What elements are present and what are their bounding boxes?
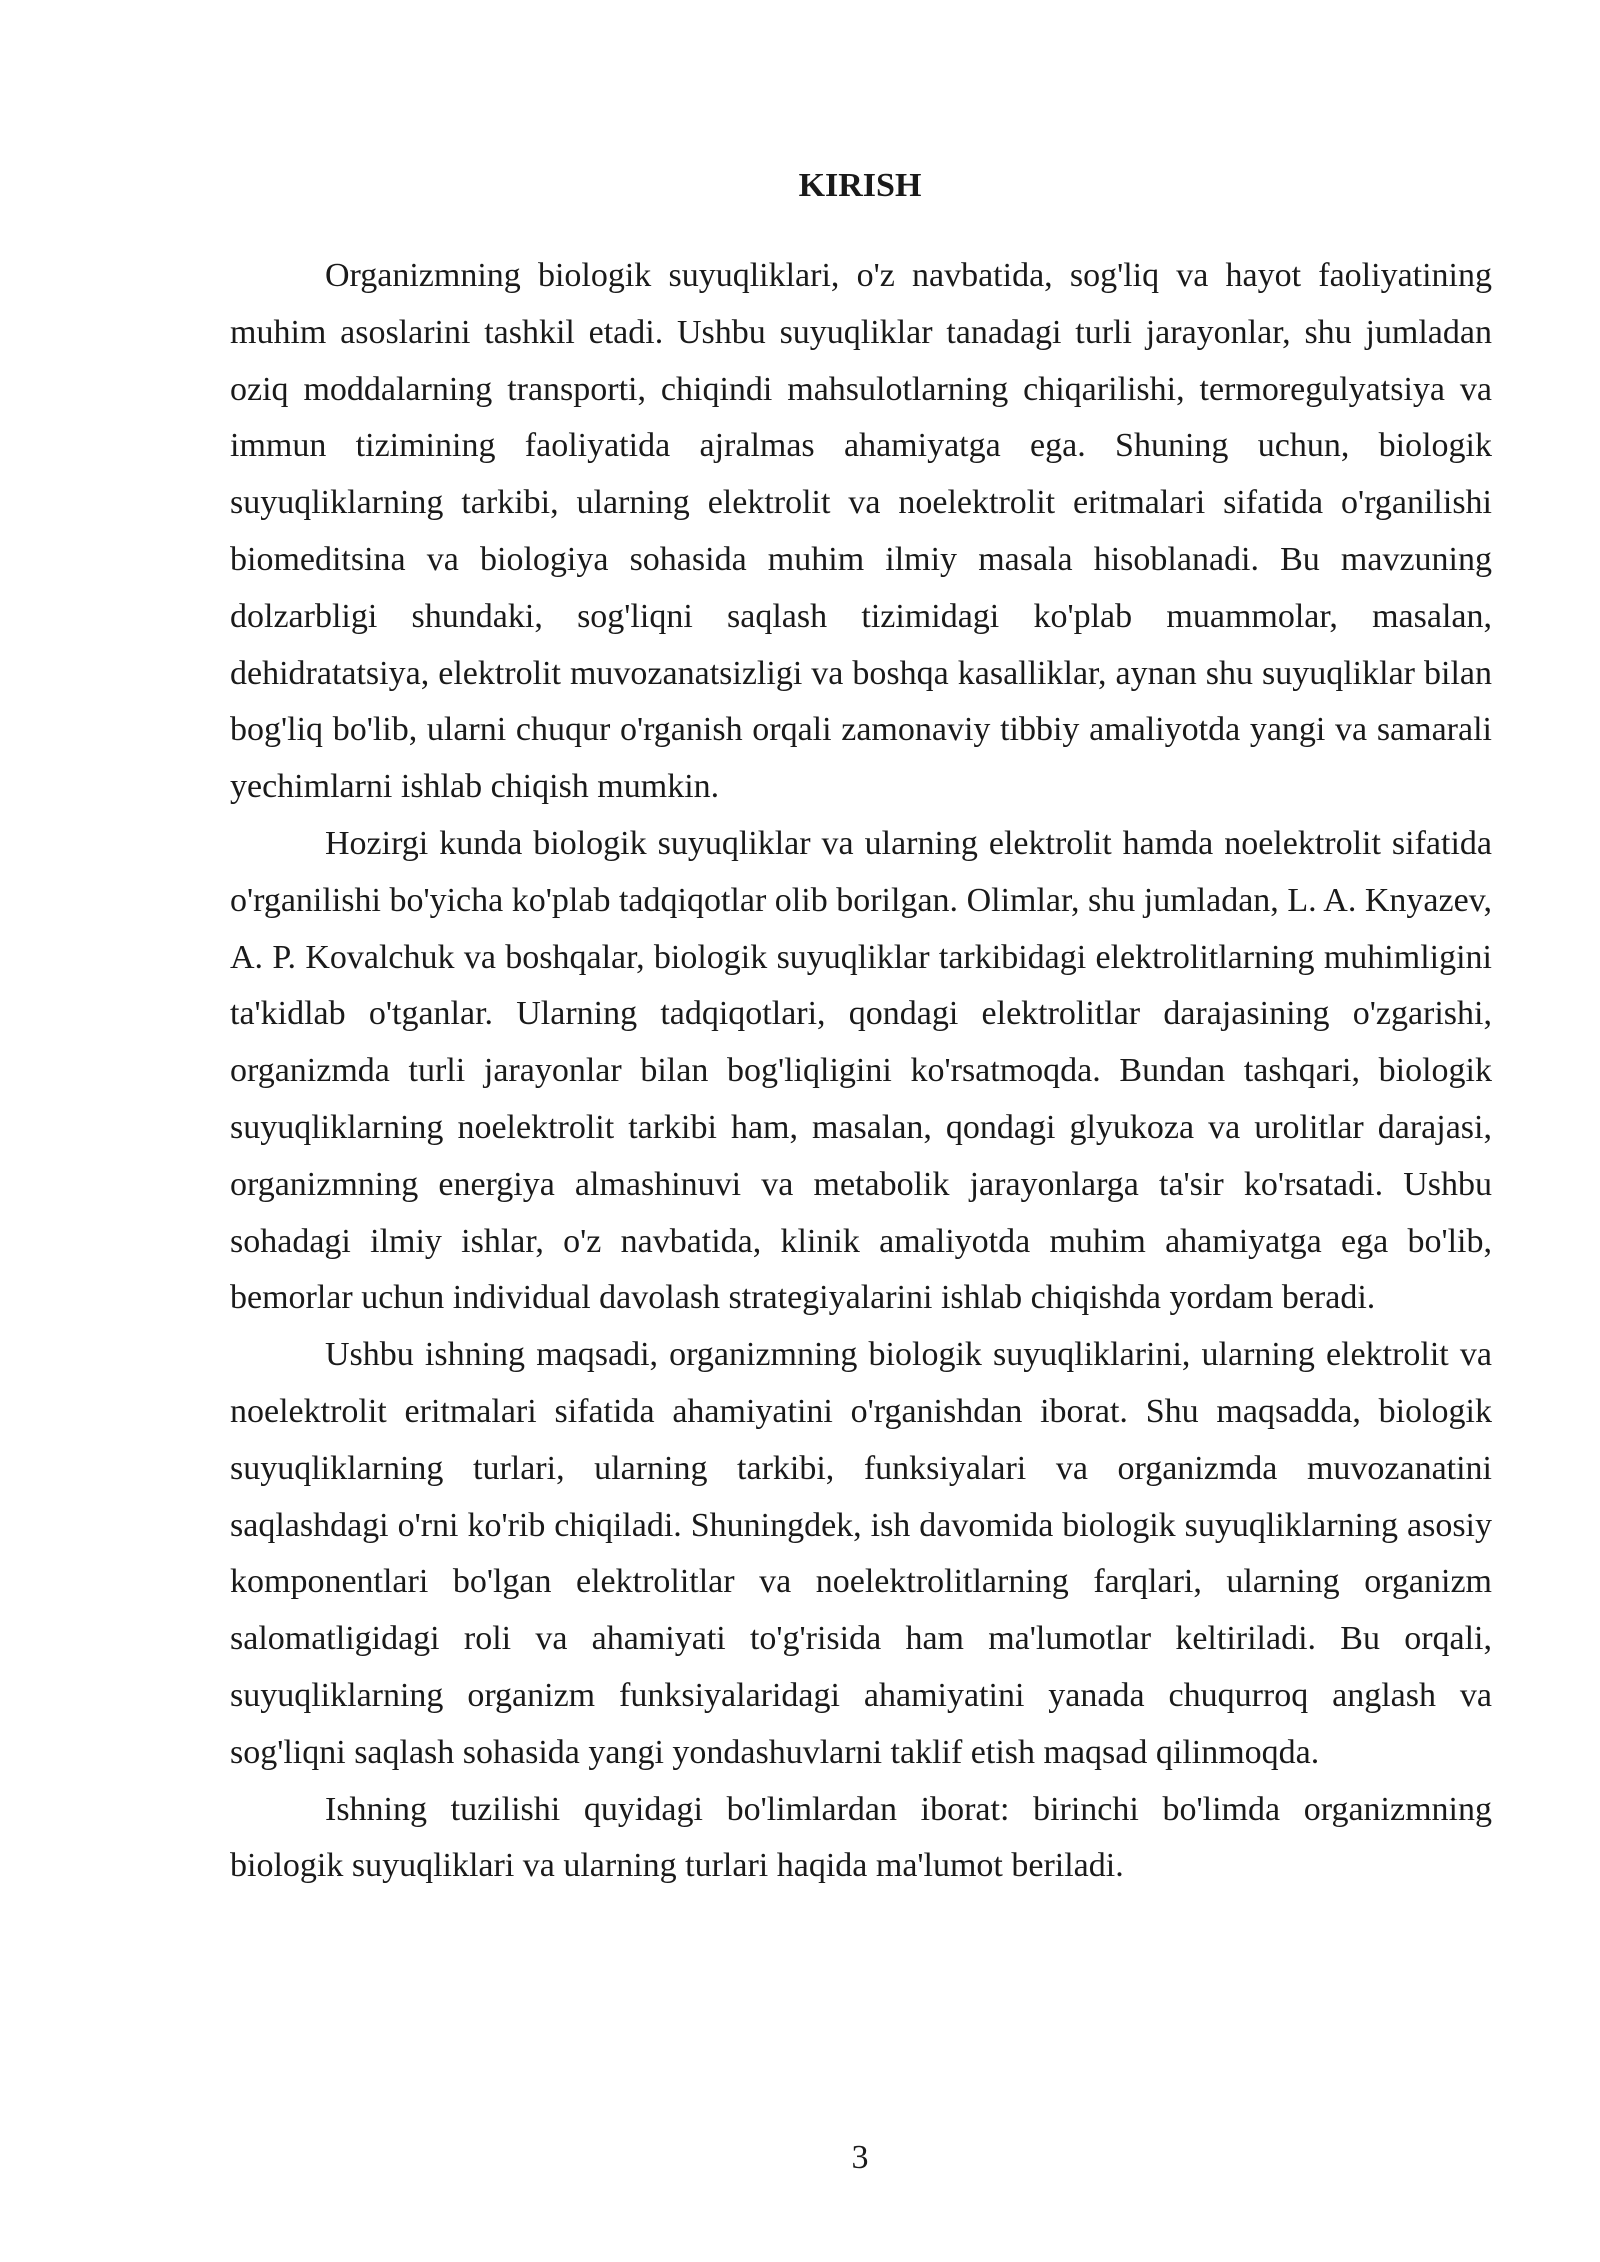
paragraph-3: Ushbu ishning maqsadi, organizmning biologik suyuqliklarini, ularning elektrolit va noelektrolit eritmalari sifatida ahamiyatini o'rganishdan iborat. Shu maqsadda, biologik suyuqliklarning turlari, ularning tarkibi, funksiyalari va organizmda muvozanatini saqlashdagi o'rni ko'rib chiqiladi. Shuningdek, ish davomida biologik suyuqliklarning asosiy komponentlari bo'lgan elektrolitlar va noelektrolitlarning farqlari, ularning organizm salomatligidagi roli va ahamiyati to'g'risida ham ma'lumotlar keltiriladi. Bu orqali, suyuqliklarning organizm funksiyalaridagi ahamiyatini yanada chuqurroq anglash va sog'liqni saqlash sohasida yangi yondashuvlarni taklif etish maqsad qilinmoqda. [230, 1336, 1492, 1771]
section-heading: KIRISH [798, 167, 922, 204]
paragraph-2: Hozirgi kunda biologik suyuqliklar va ularning elektrolit hamda noelektrolit sifatida o'rganilishi bo'yicha ko'plab tadqiqotlar olib borilgan. Olimlar, shu jumladan, L. A. Knyazev, A. P. Kovalchuk va boshqalar, biologik suyuqliklar tarkibidagi elektrolitlarning muhimligini ta'kidlab o'tganlar. Ularning tadqiqotlari, qondagi elektrolitlar darajasining o'zgarishi, organizmda turli jarayonlar bilan bog'liqligini ko'rsatmoqda. Bundan tashqari, biologik suyuqliklarning noelektrolit tarkibi ham, masalan, qondagi glyukoza va urolitlar darajasi, organizmning energiya almashinuvi va metabolik jarayonlarga ta'sir ko'rsatadi. Ushbu sohadagi ilmiy ishlar, o'z navbatida, klinik amaliyotda muhim ahamiyatga ega bo'lib, bemorlar uchun individual davolash strategiyalarini ishlab chiqishda yordam beradi. [230, 824, 1492, 1317]
body-text [230, 248, 1492, 1895]
paragraph-4: Ishning tuzilishi quyidagi bo'limlardan iborat: birinchi bo'limda organizmning biologik suyuqliklari va ularning turlari haqida ma'lumot beriladi. [230, 1790, 1492, 1885]
paragraph-1: Organizmning biologik suyuqliklari, o'z navbatida, sog'liq va hayot faoliyatining muhim asoslarini tashkil etadi. Ushbu suyuqliklar tanadagi turli jarayonlar, shu jumladan oziq moddalarning transporti, chiqindi mahsulotlarning chiqarilishi, termoregulyatsiya va immun tizimining faoliyatida ajralmas ahamiyatga ega. Shuning uchun, biologik suyuqliklarning tarkibi, ularning elektrolit va noelektrolit eritmalari sifatida o'rganilishi biomeditsina va biologiya sohasida muhim ilmiy masala hisoblanadi. Bu mavzuning dolzarbligi shundaki, sog'liqni saqlash tizimidagi ko'plab muammolar, masalan, dehidratatsiya, elektrolit muvozanatsizligi va boshqa kasalliklar, aynan shu suyuqliklar bilan bog'liq bo'lib, ularni chuqur o'rganish orqali zamonaviy tibbiy amaliyotda yangi va samarali yechimlarni ishlab chiqish mumkin. [230, 257, 1492, 806]
page-number: 3 [851, 2139, 869, 2176]
